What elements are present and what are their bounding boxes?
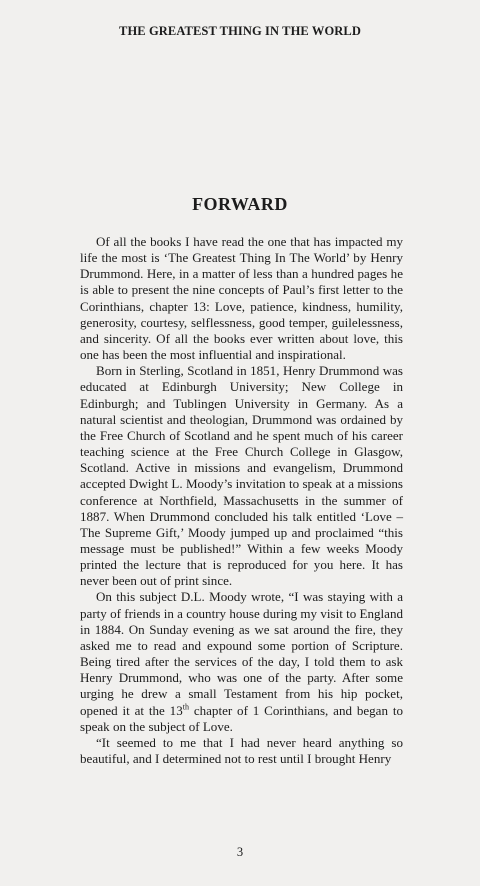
paragraph-text: chapter of 1 Corinthians, and began to speak on the subject of Love. (80, 702, 403, 734)
ordinal-suffix: th (182, 702, 189, 712)
body-text (80, 234, 403, 767)
running-head: THE GREATEST THING IN THE WORLD (119, 24, 361, 38)
paragraph (80, 589, 403, 734)
page-number: 3 (236, 845, 244, 859)
paragraph-text: On this subject D.L. Moody wrote, “I was staying with a party of friends in a country house during my visit to England in 1884. On Sunday evening as we sat around the fire, they asked me to read and expound some portion of Scripture. Being tired after the services of the day, I told them to ask Henry Drummond, who was one of the party. After some urging he drew a small Testament from his hip pocket, opened it at the 13 (80, 589, 403, 718)
chapter-title: FORWARD (192, 194, 288, 214)
paragraph: Of all the books I have read the one that has impacted my life the most is ‘The Greatest Thing In The World’ by Henry Drummond. Here, in a matter of less than a hundred pages he is able to present the nine concepts of Paul’s first letter to the Corinthians, chapter 13: Love, patience, kindness, humility, generosity, courtesy, selflessness, good temper, guilelessness, and sincerity. Of all the books ever written about love, this one has been the most influential and inspirational. (80, 234, 403, 363)
paragraph: “It seemed to me that I had never heard anything so beautiful, and I determined not to rest until I brought Henry (80, 734, 403, 766)
paragraph: Born in Sterling, Scotland in 1851, Henry Drummond was educated at Edinburgh University; New College in Edinburgh; and Tublingen University in Germany. As a natural scientist and theologian, Drummond was ordained by the Free Church of Scotland and he spent much of his career teaching science at the Free Church College in Glasgow, Scotland. Active in missions and evangelism, Drummond accepted Dwight L. Moody’s invitation to speak at a missions conference at Northfield, Massachusetts in the summer of 1887. When Drummond concluded his talk entitled ‘Love – The Supreme Gift,’ Moody jumped up and proclaimed “this message must be published!” Within a few weeks Moody printed the lecture that is reproduced for you here. It has never been out of print since. (80, 363, 403, 589)
